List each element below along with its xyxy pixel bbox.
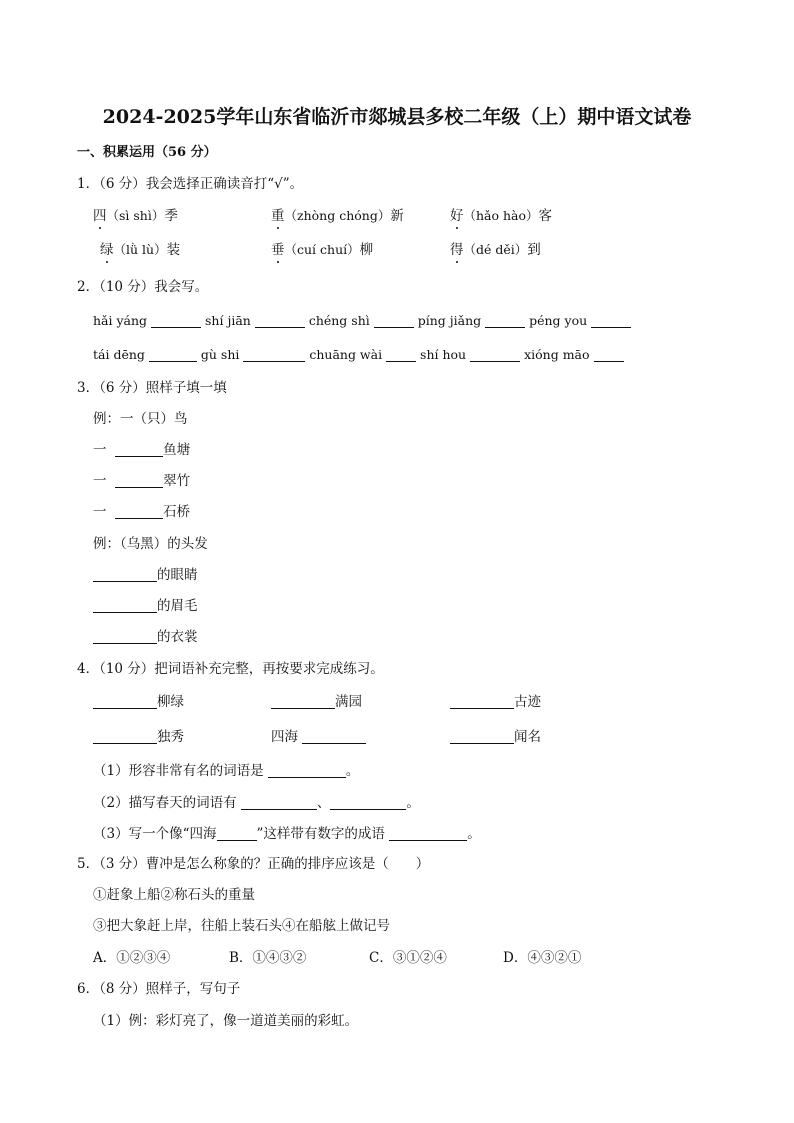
question-4-header: 4．（10 分）把词语补充完整，再按要求完成练习。	[77, 661, 384, 677]
pinyin-choice: 得（dé děi）到	[450, 242, 541, 258]
sub-question: （1）例：彩灯亮了，像一道道美丽的彩虹。	[93, 1013, 359, 1029]
answer-blank[interactable]	[470, 347, 520, 362]
fill-item: 一 鱼塘	[93, 442, 191, 458]
step-list: ①赶象上船②称石头的重量	[93, 887, 255, 903]
answer-blank[interactable]	[93, 729, 157, 744]
idiom-item: 柳绿	[93, 692, 184, 712]
answer-blank[interactable]	[330, 795, 406, 810]
answer-blank[interactable]	[389, 826, 467, 841]
idiom-item: 古迹	[450, 692, 541, 712]
step-list: ③把大象赶上岸，往船上装石头④在船舷上做记号	[93, 918, 390, 934]
idiom-item: 独秀	[93, 727, 184, 747]
answer-blank[interactable]	[241, 795, 317, 810]
fill-item: 的眼睛	[93, 565, 198, 585]
answer-blank[interactable]	[115, 504, 163, 519]
pinyin-choice: 四（sì shì）季	[93, 208, 178, 224]
answer-blank[interactable]	[374, 313, 414, 328]
answer-blank[interactable]	[151, 313, 201, 328]
fill-item: 的衣裳	[93, 627, 198, 647]
sub-question: （3）写一个像“四海 ”这样带有数字的成语 。	[93, 826, 481, 842]
pinyin-row: tái dēng gù shi chuāng wài shí hou xióng māo	[93, 345, 624, 365]
answer-blank[interactable]	[594, 347, 624, 362]
answer-blank[interactable]	[386, 347, 416, 362]
fill-item: 的眉毛	[93, 596, 198, 616]
sub-question: （2）描写春天的词语有 、 。	[93, 795, 420, 811]
choice-option-d[interactable]: D．④③②①	[503, 950, 582, 966]
answer-blank[interactable]	[149, 347, 197, 362]
section-heading: 一、积累运用（56 分）	[77, 145, 217, 160]
answer-blank[interactable]	[115, 473, 163, 488]
choice-option-b[interactable]: B．①④③②	[229, 950, 307, 966]
answer-blank[interactable]	[243, 347, 305, 362]
answer-blank[interactable]	[591, 313, 631, 328]
fill-item: 一 翠竹	[93, 473, 191, 489]
question-2-header: 2．（10 分）我会写。	[77, 279, 209, 295]
pinyin-row: hǎi yáng shí jiān chéng shì píng jiǎng péng you	[93, 311, 631, 331]
answer-blank[interactable]	[93, 629, 157, 644]
question-1-header: 1．（6 分）我会选择正确读音打“√”。	[77, 176, 304, 192]
answer-blank[interactable]	[217, 826, 257, 841]
answer-blank[interactable]	[268, 763, 346, 778]
pinyin-choice: 好（hǎo hào）客	[450, 208, 553, 224]
answer-blank[interactable]	[93, 598, 157, 613]
page-title: 2024-2025学年山东省临沂市郯城县多校二年级（上）期中语文试卷	[102, 106, 692, 128]
idiom-item: 四海	[271, 727, 366, 747]
pinyin-choice: 重（zhòng chóng）新	[271, 208, 404, 224]
question-5-header: 5．（3 分）曹冲是怎么称象的？正确的排序应该是（ ）	[77, 856, 430, 872]
sub-question: （1）形容非常有名的词语是 。	[93, 763, 360, 779]
pinyin-choice: 绿（lǜ lù）装	[100, 242, 181, 258]
question-3-header: 3．（6 分）照样子填一填	[77, 380, 227, 396]
answer-blank[interactable]	[255, 313, 305, 328]
idiom-item: 满园	[271, 692, 362, 712]
example-text: 例：（乌黑）的头发	[93, 536, 208, 552]
answer-blank[interactable]	[450, 694, 514, 709]
answer-blank[interactable]	[450, 729, 514, 744]
answer-blank[interactable]	[485, 313, 525, 328]
answer-blank[interactable]	[93, 567, 157, 582]
idiom-item: 闻名	[450, 727, 541, 747]
answer-blank[interactable]	[302, 729, 366, 744]
fill-item: 一 石桥	[93, 504, 191, 520]
answer-blank[interactable]	[271, 694, 335, 709]
choice-option-a[interactable]: A．①②③④	[93, 950, 171, 966]
answer-blank[interactable]	[93, 694, 157, 709]
choice-option-c[interactable]: C．③①②④	[369, 950, 447, 966]
answer-blank[interactable]	[115, 442, 163, 457]
example-text: 例：一（只）鸟	[93, 411, 188, 427]
question-6-header: 6．（8 分）照样子，写句子	[77, 981, 241, 997]
pinyin-choice: 垂（cuí chuí）柳	[271, 242, 374, 258]
